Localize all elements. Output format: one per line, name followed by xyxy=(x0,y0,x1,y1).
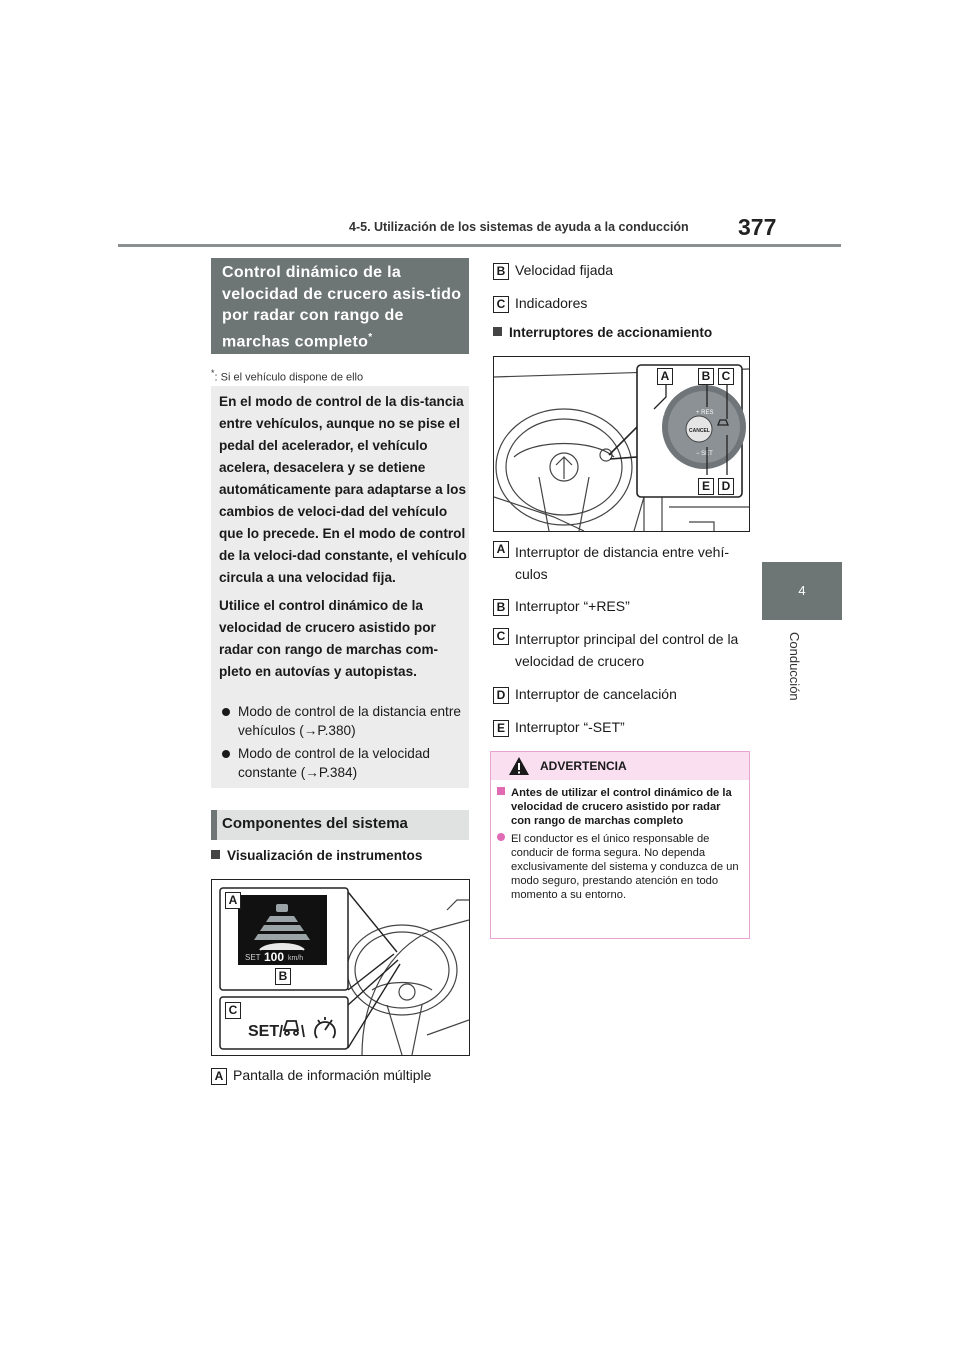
figure-label-c: C xyxy=(225,1002,241,1019)
circle-bullet-icon xyxy=(497,833,505,841)
set-switch-label: − SET xyxy=(696,451,713,457)
bullet-icon xyxy=(222,708,230,716)
legend-item-instrument-c: C Indicadores xyxy=(493,292,587,314)
chapter-tab-number: 4 xyxy=(798,583,806,598)
figure-label-b: B xyxy=(275,968,291,985)
square-bullet-icon xyxy=(497,787,505,795)
switches-heading: Interruptores de accionamiento xyxy=(493,325,712,340)
legend-item-switch-a: A Interruptor de distancia entre vehí-culos xyxy=(493,541,748,585)
page-number: 377 xyxy=(738,214,777,240)
chapter-header: 4-5. Utilización de los sistemas de ayuda a la conducción xyxy=(349,220,689,234)
warning-body xyxy=(497,786,743,902)
switches-figure xyxy=(493,356,750,532)
mode-list xyxy=(219,703,467,787)
cancel-switch-label: CANCEL xyxy=(689,428,710,434)
legend-item-switch-e: E Interruptor “-SET” xyxy=(493,716,625,738)
switch-label-b: B xyxy=(698,368,714,385)
legend-item-instrument-a: A Pantalla de información múltiple xyxy=(211,1064,431,1086)
switch-label-e: E xyxy=(698,478,714,495)
square-bullet-icon xyxy=(211,850,220,859)
legend-item-switch-d: D Interruptor de cancelación xyxy=(493,683,677,705)
switch-label-d: D xyxy=(718,478,734,495)
intro-text xyxy=(219,391,467,689)
intro-paragraph-1: En el modo de control de la dis-tancia entre vehículos, aunque no se pise el pedal del acelerador, el vehículo acelera, desacelera y se detiene automáticamente para adaptarse a los cambios de veloci-dad del vehículo que lo precede. En el modo de control de la veloci-dad constante, el vehículo circula a una velocidad fija. xyxy=(219,394,467,585)
warning-triangle-icon xyxy=(508,756,530,776)
list-item: Modo de control de la velocidad constante (→P.384) xyxy=(219,745,467,782)
switch-label-a: A xyxy=(657,368,673,385)
instrument-illustration xyxy=(212,880,469,1055)
warning-text: El conductor es el único responsable de conducir de forma segura. No dependa exclusivamente del sistema y conduzca de un modo seguro, prestando atención en todo momento a su entorno. xyxy=(497,832,743,902)
square-bullet-icon xyxy=(493,327,502,336)
bullet-icon xyxy=(222,750,230,758)
warning-title: ADVERTENCIA xyxy=(540,759,627,773)
intro-paragraph-2: Utilice el control dinámico de la velocidad de crucero asistido por radar con rango de marchas com-pleto en autovías y autopistas. xyxy=(219,598,439,679)
display-speed: 100 xyxy=(264,950,285,964)
warning-heading: Antes de utilizar el control dinámico de la velocidad de crucero asistido por radar con rango de marchas completo xyxy=(497,786,743,828)
switch-label-c: C xyxy=(718,368,734,385)
section-title: Control dinámico de la velocidad de crucero asis-tido por radar con rango de marchas completo* xyxy=(222,264,462,350)
footnote: *: Si el vehículo dispone de ello xyxy=(211,368,364,384)
components-heading: Componentes del sistema xyxy=(222,815,408,832)
display-set-label: SET xyxy=(245,953,261,962)
indicator-set: SET xyxy=(248,1023,280,1040)
title-footnote-mark: * xyxy=(368,331,373,343)
legend-item-switch-c: C Interruptor principal del control de la velocidad de crucero xyxy=(493,628,748,672)
legend-item-switch-b: B Interruptor “+RES” xyxy=(493,595,630,617)
display-unit: km/h xyxy=(288,955,304,962)
legend-item-instrument-b: B Velocidad fijada xyxy=(493,259,613,281)
header-rule xyxy=(118,244,841,247)
figure-label-a: A xyxy=(225,892,241,909)
chapter-tab-label: Conducción xyxy=(787,632,802,701)
instrument-figure xyxy=(211,879,470,1056)
res-switch-label: + RES xyxy=(696,410,714,416)
instruments-heading: Visualización de instrumentos xyxy=(211,848,422,863)
list-item: Modo de control de la distancia entre vehículos (→P.380) xyxy=(219,703,467,740)
